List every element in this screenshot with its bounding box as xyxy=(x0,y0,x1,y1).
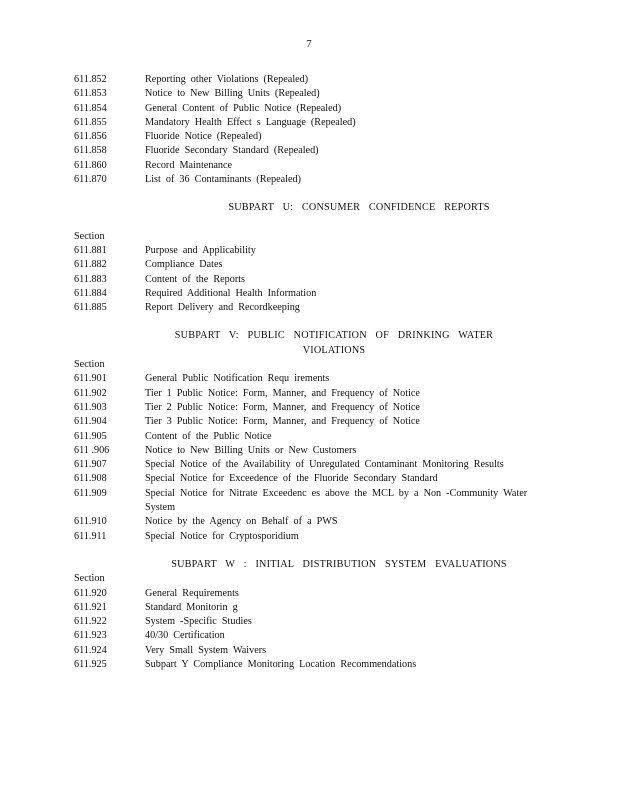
section-label: Section xyxy=(74,230,105,242)
section-title: Mandatory Health Effect s Language (Repealed) xyxy=(145,116,356,128)
list-item xyxy=(74,144,544,158)
section-title: Tier 1 Public Notice: Form, Manner, and Frequency of Notice xyxy=(145,387,420,399)
list-item xyxy=(74,415,544,429)
section-title: Notice to New Billing Units (Repealed) xyxy=(145,88,320,100)
section-number: 611.903 xyxy=(74,401,107,413)
list-item xyxy=(74,615,544,629)
list-item xyxy=(74,130,544,144)
section-title: Fluoride Notice (Repealed) xyxy=(145,131,262,143)
section-title: System -Specific Studies xyxy=(145,616,252,628)
section-title: Special Notice for Cryptosporidium xyxy=(145,530,299,542)
subpart-u-heading: SUBPART U: CONSUMER CONFIDENCE REPORTS xyxy=(228,202,490,214)
list-item xyxy=(74,515,544,529)
section-title: Fluoride Secondary Standard (Repealed) xyxy=(145,145,319,157)
section-title: Special Notice for Exceedence of the Fluoride Secondary Standard xyxy=(145,473,438,485)
section-title: Tier 2 Public Notice: Form, Manner, and Frequency of Notice xyxy=(145,401,420,413)
section-number: 611.885 xyxy=(74,302,107,314)
section-title: Content of the Reports xyxy=(145,273,246,285)
list-item xyxy=(74,601,544,615)
section-number: 611.924 xyxy=(74,644,107,656)
section-title: General Content of Public Notice (Repealed) xyxy=(145,102,342,114)
section-number: 611.920 xyxy=(74,587,107,599)
section-title: General Public Notification Requ irements xyxy=(145,373,330,385)
list-item xyxy=(74,658,544,672)
section-title: Notice by the Agency on Behalf of a PWS xyxy=(145,516,338,528)
section-number: 611.853 xyxy=(74,88,107,100)
section-title: Tier 3 Public Notice: Form, Manner, and Frequency of Notice xyxy=(145,416,420,428)
table-of-contents xyxy=(74,73,544,672)
list-item xyxy=(74,301,544,315)
list-item xyxy=(74,387,544,401)
list-item xyxy=(74,401,544,415)
section-number: 611.870 xyxy=(74,174,107,186)
list-item xyxy=(74,244,544,258)
subpart-w-heading: SUBPART W : INITIAL DISTRIBUTION SYSTEM EVALUATIONS xyxy=(171,558,507,570)
section-title: Report Delivery and Recordkeeping xyxy=(145,302,300,314)
section-title: Very Small System Waivers xyxy=(145,644,267,656)
section-number: 611.884 xyxy=(74,287,107,299)
section-number: 611.883 xyxy=(74,273,107,285)
section-title: Content of the Public Notice xyxy=(145,430,272,442)
list-item xyxy=(74,287,544,301)
section-number: 611.860 xyxy=(74,159,107,171)
section-number: 611.923 xyxy=(74,630,107,642)
section-title: Record Maintenance xyxy=(145,159,233,171)
section-title: 40/30 Certification xyxy=(145,630,225,642)
list-item xyxy=(74,159,544,173)
list-item xyxy=(74,487,544,516)
section-number: 611.907 xyxy=(74,459,107,471)
section-list-subpart-w xyxy=(74,587,544,673)
list-item xyxy=(74,258,544,272)
section-list-subpart-v xyxy=(74,372,544,544)
section-number: 611.882 xyxy=(74,259,107,271)
section-number: 611.858 xyxy=(74,145,107,157)
section-title: Purpose and Applicability xyxy=(145,244,256,256)
section-number: 611.855 xyxy=(74,116,107,128)
section-label: Section xyxy=(74,359,105,371)
subpart-v-heading-line2: VIOLATIONS xyxy=(302,344,366,356)
section-list-subpart-u xyxy=(74,244,544,315)
section-title: Reporting other Violations (Repealed) xyxy=(145,74,309,85)
list-item xyxy=(74,173,544,187)
list-item xyxy=(74,629,544,643)
list-item xyxy=(74,458,544,472)
subpart-v-heading-line1: SUBPART V: PUBLIC NOTIFICATION OF DRINKING WATER xyxy=(174,330,494,342)
section-title: Required Additional Health Information xyxy=(145,287,317,299)
list-item xyxy=(74,273,544,287)
list-item xyxy=(74,472,544,486)
list-item xyxy=(74,73,544,87)
section-number: 611.921 xyxy=(74,601,107,613)
section-number: 611.905 xyxy=(74,430,107,442)
section-list-group1 xyxy=(74,73,544,187)
section-number: 611.902 xyxy=(74,387,107,399)
section-title: Standard Monitorin g xyxy=(145,601,238,613)
section-number: 611.881 xyxy=(74,244,107,256)
section-number: 611.909 xyxy=(74,487,107,499)
list-item xyxy=(74,102,544,116)
section-number: 611.901 xyxy=(74,373,107,385)
section-title: Subpart Y Compliance Monitoring Location Recommendations xyxy=(145,658,417,670)
section-title: Compliance Dates xyxy=(145,259,223,271)
subpart-v-heading xyxy=(74,329,544,358)
list-item xyxy=(74,444,544,458)
section-label: Section xyxy=(74,573,105,585)
list-item xyxy=(74,587,544,601)
list-item xyxy=(74,430,544,444)
list-item xyxy=(74,372,544,386)
section-title: General Requirements xyxy=(145,587,239,599)
section-number: 611.910 xyxy=(74,516,107,528)
list-item xyxy=(74,87,544,101)
section-title: List of 36 Contaminants (Repealed) xyxy=(145,174,301,186)
section-title: Notice to New Billing Units or New Customers xyxy=(145,444,357,456)
section-title: Special Notice for Nitrate Exceedenc es above the MCL by a Non -Community Water System xyxy=(145,487,528,514)
section-number: 611.908 xyxy=(74,473,107,485)
section-number: 611.852 xyxy=(74,74,107,85)
list-item xyxy=(74,116,544,130)
section-number: 611.911 xyxy=(74,530,107,542)
list-item xyxy=(74,644,544,658)
section-number: 611.854 xyxy=(74,102,107,114)
section-number: 611 .906 xyxy=(74,444,110,456)
section-number: 611.925 xyxy=(74,658,107,670)
section-title: Special Notice of the Availability of Unregulated Contaminant Monitoring Results xyxy=(145,459,504,471)
list-item xyxy=(74,530,544,544)
section-number: 611.922 xyxy=(74,616,107,628)
section-number: 611.856 xyxy=(74,131,107,143)
page-number: 7 xyxy=(306,39,312,50)
section-number: 611.904 xyxy=(74,416,107,428)
